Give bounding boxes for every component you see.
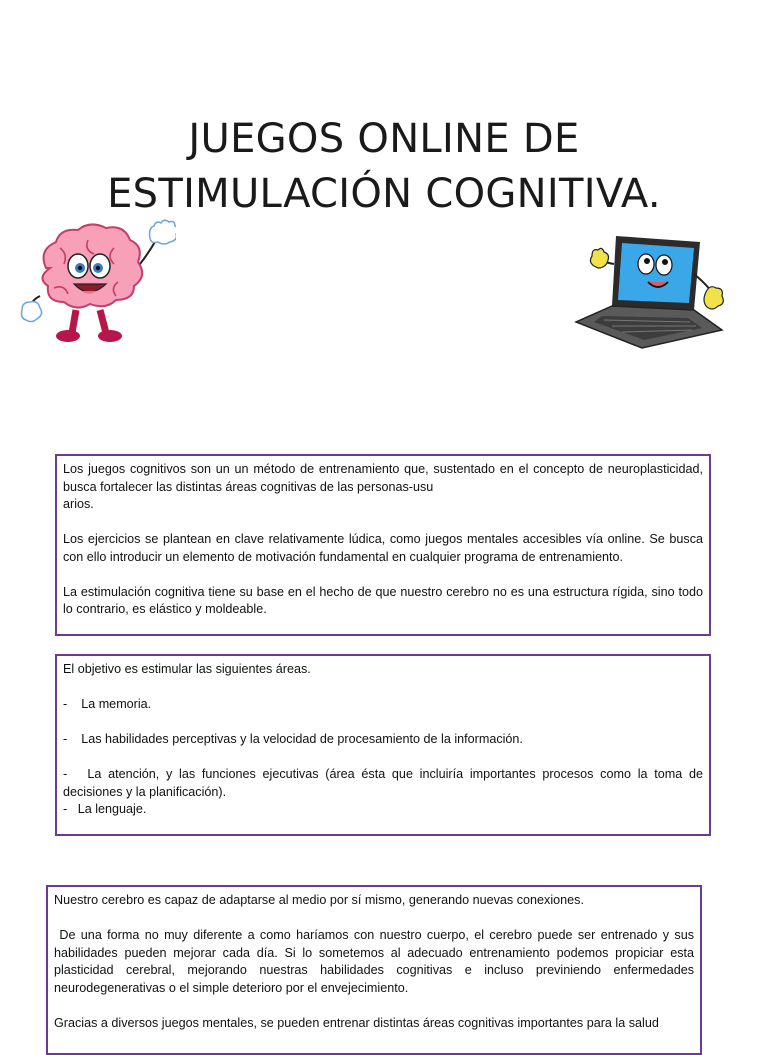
brain-mascot-icon (18, 218, 176, 348)
adaptation-paragraph-3: Gracias a diversos juegos mentales, se pueden entrenar distintas áreas cognitivas importantes para la salud (54, 1015, 659, 1030)
objective-item-lenguaje: - La lenguaje. (63, 802, 147, 816)
intro-box (55, 454, 711, 636)
intro-paragraph-1: Los juegos cognitivos son un un método de entrenamiento que, sustentado en el concepto de neuroplasticidad, busca fortalecer las distintas áreas cognitivas de las personas-usu (63, 462, 703, 494)
intro-paragraph-1-continued: arios. (63, 497, 94, 511)
brain-adaptation-box (46, 885, 702, 1055)
objective-item-habilidades: - Las habilidades perceptivas y la velocidad de procesamiento de la información. (63, 732, 523, 746)
objective-item-atencion: - La atención, y las funciones ejecutivas (área ésta que incluiría importantes procesos como la toma de decisiones y la planificación). (63, 767, 707, 799)
page-title (0, 112, 768, 222)
objective-item-memoria: - La memoria. (63, 697, 152, 711)
intro-paragraph-2: Los ejercicios se plantean en clave relativamente lúdica, como juegos mentales accesibles vía online. Se busca con ello introducir un elemento de motivación fundamental en cualquier programa de entrenamiento. (63, 532, 703, 564)
adaptation-paragraph-2: De una forma no muy diferente a como haríamos con nuestro cuerpo, el cerebro puede ser entrenado y sus habilidades pueden mejorar cada día. Si lo sometemos al adecuado entrenamiento podemos propiciar esta plasticidad cerebral, mejorando nuestras habilidades cognitivas e incluso previniendo enfermedades neurodegenerativas o el simple deterioro por el envejecimiento. (54, 928, 698, 995)
laptop-mascot-icon (572, 230, 728, 352)
adaptation-paragraph-1: Nuestro cerebro es capaz de adaptarse al medio por sí mismo, generando nuevas conexiones. (54, 893, 584, 907)
intro-paragraph-3: La estimulación cognitiva tiene su base en el hecho de que nuestro cerebro no es una estructura rígida, sino todo lo contrario, es elástico y moldeable. (63, 584, 703, 616)
title-line-2: ESTIMULACIÓN COGNITIVA. (107, 171, 661, 217)
objectives-box (55, 654, 711, 836)
title-line-1: JUEGOS ONLINE DE (188, 116, 580, 162)
objectives-intro: El objetivo es estimular las siguientes áreas. (63, 662, 311, 676)
